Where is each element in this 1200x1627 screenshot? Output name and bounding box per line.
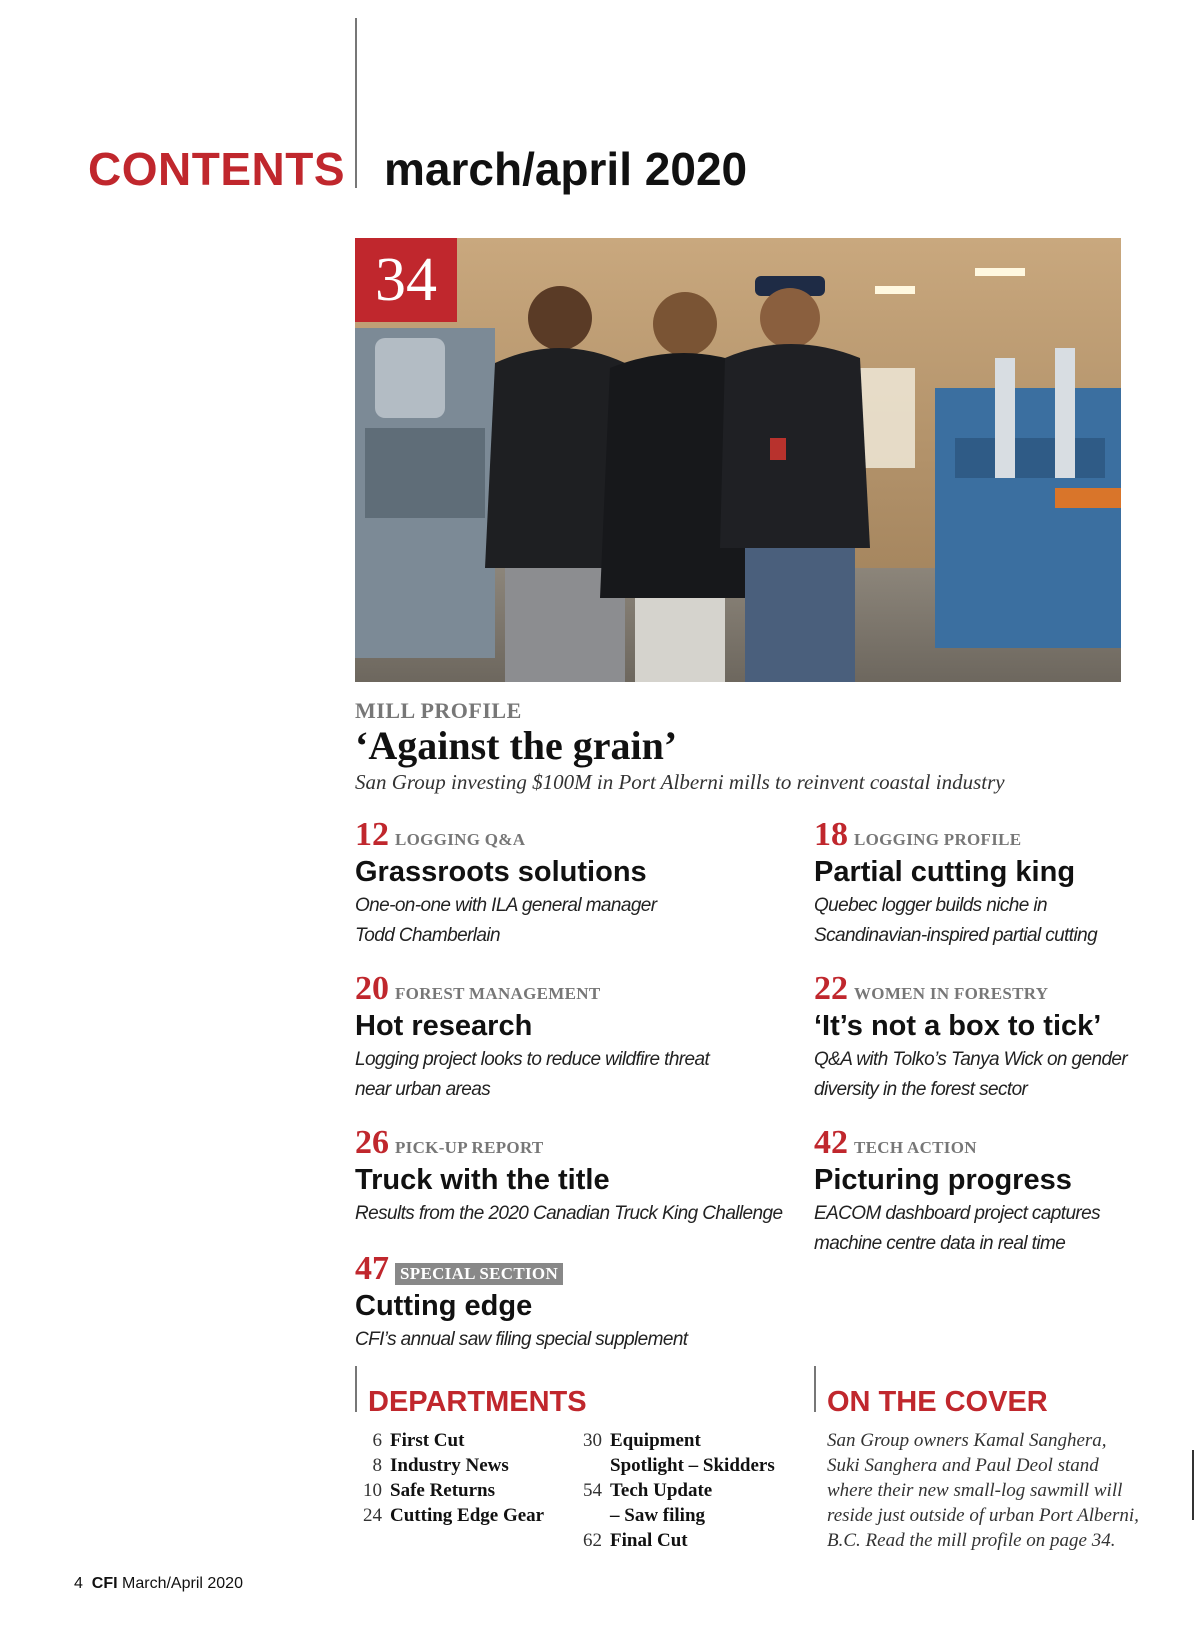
footer-issue: March/April 2020 — [122, 1575, 243, 1592]
cover-photo — [355, 238, 1121, 682]
on-the-cover-caption: San Group owners Kamal Sanghera, Suki Sanghera and Paul Deol stand where their new small-log sawmill will reside just outside of urban Port Alberni, B.C. Read the mill profile on page 34. — [827, 1430, 1139, 1551]
on-the-cover-heading: ON THE COVER — [827, 1386, 1048, 1418]
story-item[interactable] — [355, 1252, 775, 1355]
department-item[interactable]: 6 First Cut — [372, 1430, 465, 1451]
story-title[interactable]: Cutting edge — [355, 1290, 533, 1322]
story-page-number: 20 — [355, 970, 389, 1007]
story-title[interactable]: Grassroots solutions — [355, 856, 647, 888]
story-description: Results from the 2020 Canadian Truck King Challenge — [355, 1203, 783, 1224]
story-category: PICK-UP REPORT — [395, 1138, 544, 1157]
story-item[interactable] — [814, 972, 1184, 1105]
story-category: LOGGING PROFILE — [854, 830, 1022, 849]
story-category: FOREST MANAGEMENT — [395, 984, 601, 1003]
cover-story-kicker: MILL PROFILE — [355, 698, 522, 723]
cover-story-title[interactable]: ‘Against the grain’ — [355, 723, 678, 768]
story-title[interactable]: Truck with the title — [355, 1164, 610, 1196]
departments-divider — [355, 1366, 357, 1412]
departments-heading: DEPARTMENTS — [368, 1386, 587, 1418]
department-item[interactable]: 10 Safe Returns — [363, 1480, 496, 1501]
department-item[interactable]: 24 Cutting Edge Gear — [363, 1505, 545, 1526]
special-section-badge: SPECIAL SECTION — [395, 1263, 563, 1285]
on-cover-divider — [814, 1366, 816, 1412]
mill-photo-illustration — [355, 238, 1121, 682]
departments-col2 — [572, 1428, 775, 1553]
story-description: Quebec logger builds niche in Scandinavian-inspired partial cutting — [814, 895, 1098, 946]
story-title[interactable]: Hot research — [355, 1010, 533, 1042]
story-item[interactable] — [355, 818, 775, 951]
story-category: TECH ACTION — [854, 1138, 977, 1157]
story-item[interactable] — [814, 1126, 1184, 1259]
department-item[interactable]: 62 Final Cut — [583, 1530, 688, 1551]
story-item[interactable] — [814, 818, 1184, 951]
story-item[interactable] — [355, 1126, 795, 1229]
issue-title: march/april 2020 — [384, 143, 748, 195]
story-category: WOMEN IN FORESTRY — [854, 984, 1049, 1003]
story-category: LOGGING Q&A — [395, 830, 526, 849]
story-title[interactable]: Partial cutting king — [814, 856, 1076, 888]
department-item[interactable]: 30 Equipment — [583, 1430, 701, 1451]
story-page-number: 42 — [814, 1124, 848, 1161]
department-item[interactable]: 54 Tech Update — [583, 1480, 713, 1501]
story-title[interactable]: Picturing progress — [814, 1164, 1072, 1196]
story-title[interactable]: ‘It’s not a box to tick’ — [814, 1010, 1102, 1042]
department-item[interactable]: – Saw filing — [610, 1505, 706, 1526]
contents-heading: CONTENTS — [88, 143, 345, 195]
footer-magazine: CFI — [91, 1575, 118, 1592]
story-description: Q&A with Tolko’s Tanya Wick on gender diversity in the forest sector — [814, 1049, 1128, 1100]
cover-story-page-badge: 34 — [355, 238, 457, 322]
story-page-number: 12 — [355, 816, 389, 853]
department-item[interactable]: Spotlight – Skidders — [610, 1455, 775, 1476]
page-edge-mark — [1192, 1450, 1194, 1520]
story-page-number: 22 — [814, 970, 848, 1007]
page-footer — [74, 1575, 243, 1593]
story-description: One-on-one with ILA general manager Todd Chamberlain — [355, 895, 657, 946]
departments-col1 — [352, 1428, 544, 1528]
story-item[interactable] — [355, 972, 775, 1105]
story-page-number: 26 — [355, 1124, 389, 1161]
department-item[interactable]: 8 Industry News — [372, 1455, 509, 1476]
header-divider — [355, 18, 357, 188]
story-page-number: 47 — [355, 1250, 389, 1287]
story-description: CFI’s annual saw filing special supplement — [355, 1329, 688, 1350]
story-description: Logging project looks to reduce wildfire threat near urban areas — [355, 1049, 710, 1100]
story-page-number: 18 — [814, 816, 848, 853]
cover-story-subtitle: San Group investing $100M in Port Alberni mills to reinvent coastal industry — [355, 770, 1005, 794]
footer-page-number: 4 — [74, 1575, 83, 1592]
story-description: EACOM dashboard project captures machine centre data in real time — [814, 1203, 1101, 1254]
